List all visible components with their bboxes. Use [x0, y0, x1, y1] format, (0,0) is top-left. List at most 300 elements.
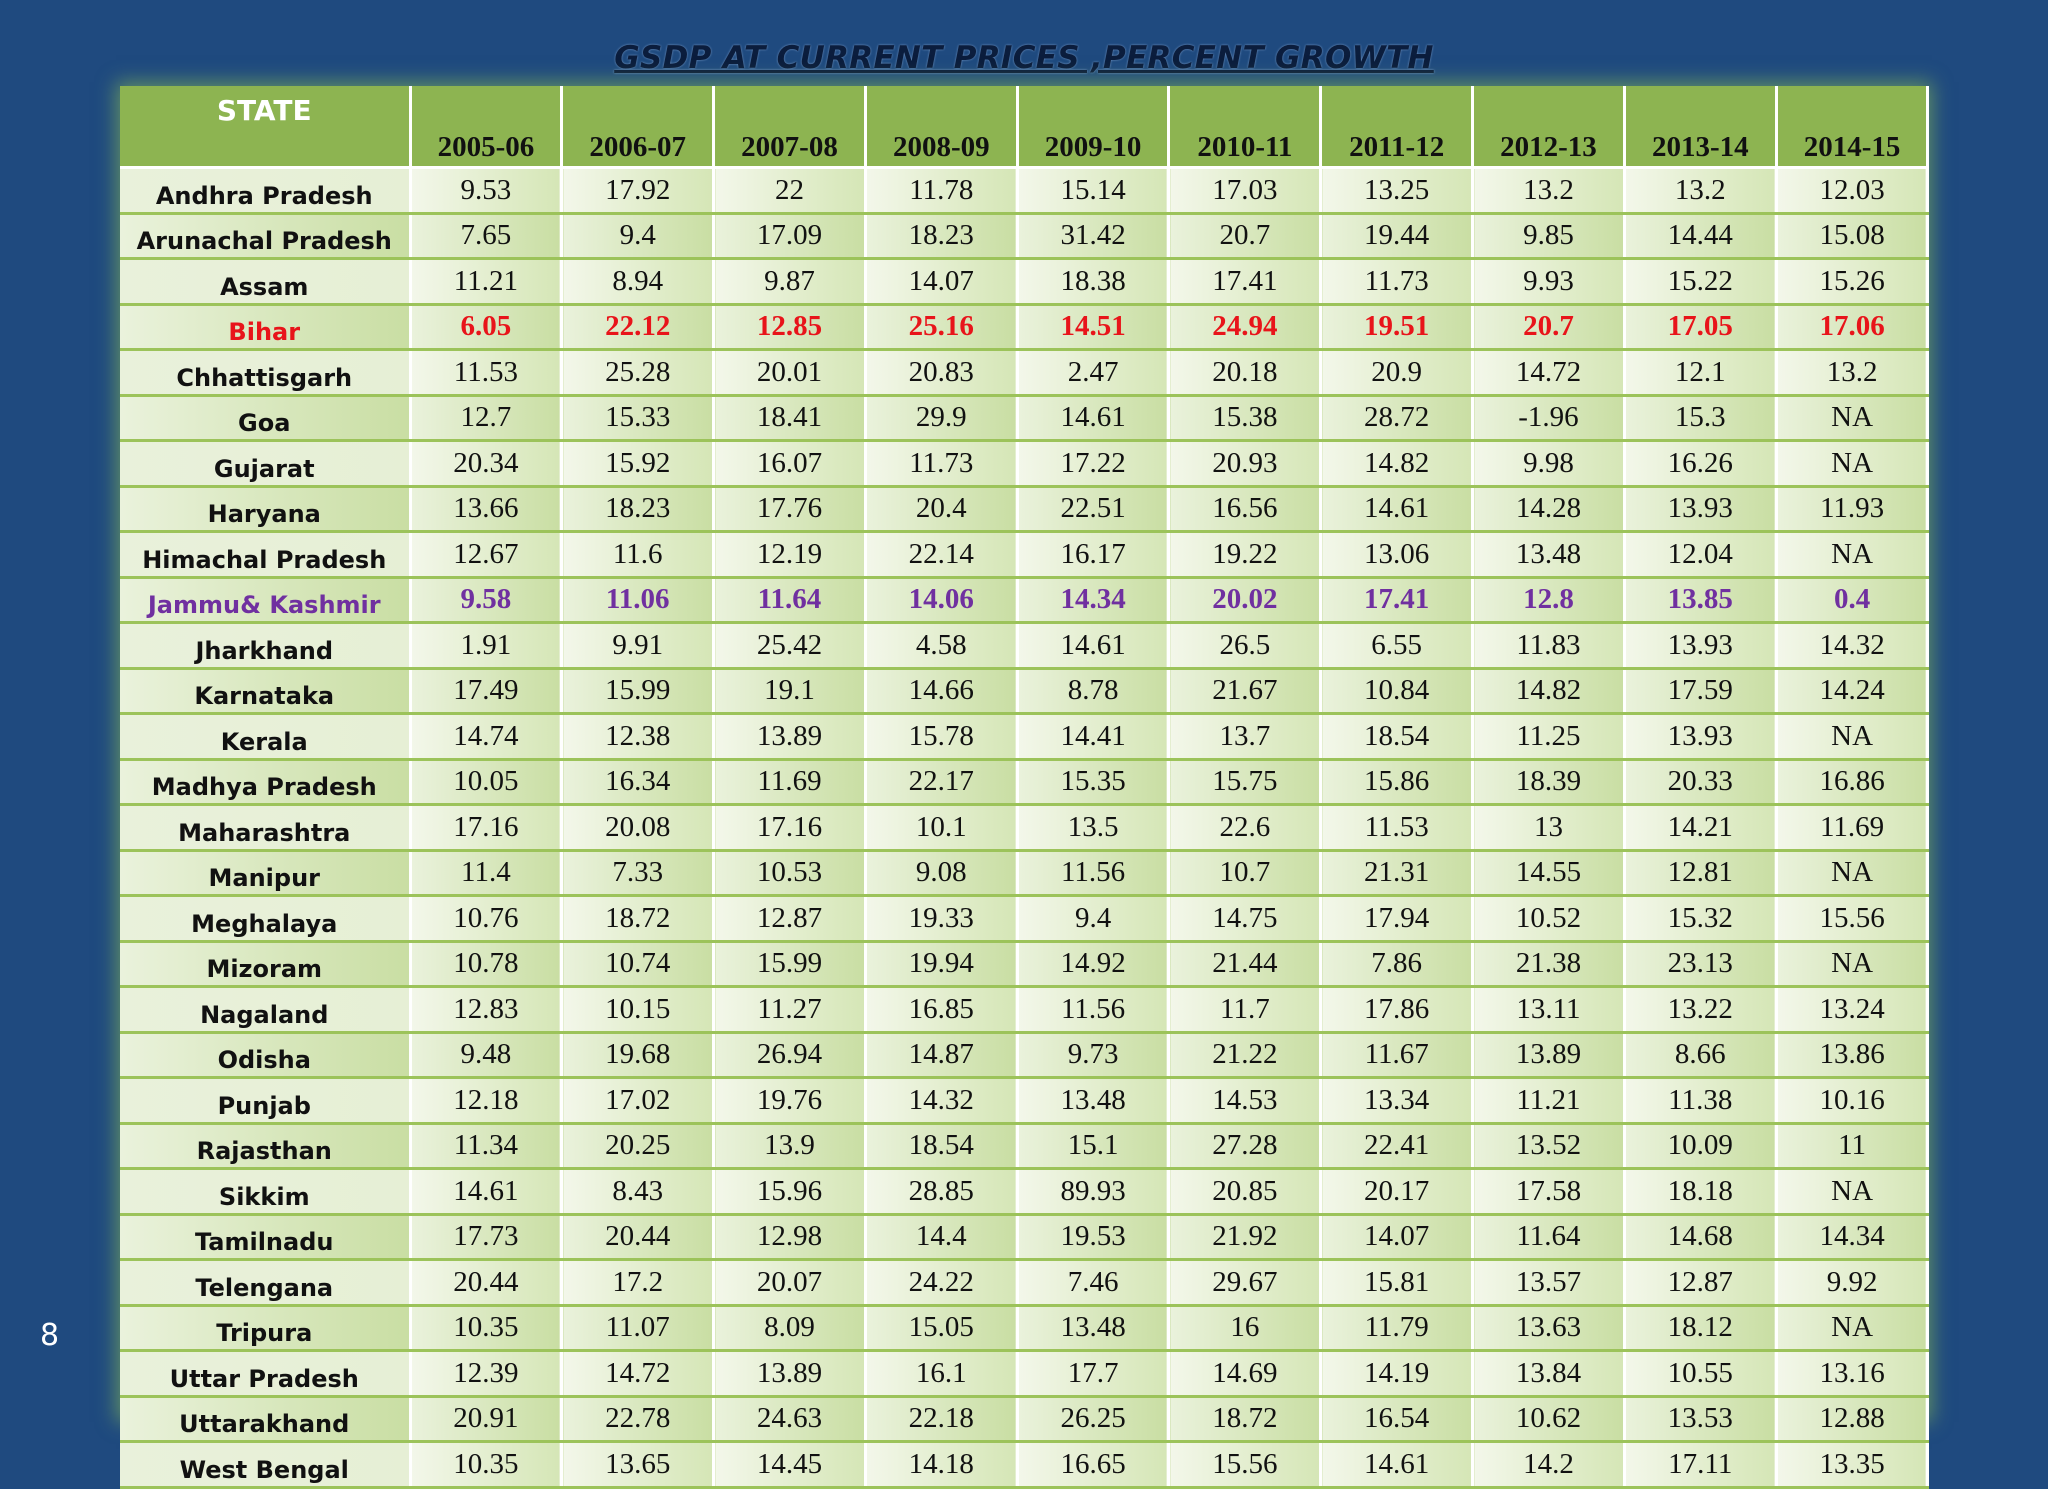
growth-value-cell: 13.06	[1321, 532, 1473, 578]
growth-value-cell: 15.38	[1169, 395, 1321, 441]
growth-value-cell: 13.86	[1776, 1032, 1928, 1078]
growth-value-cell: 9.93	[1473, 259, 1625, 305]
table-row	[120, 759, 1928, 805]
growth-value-cell: 11.56	[1017, 850, 1169, 896]
growth-value-cell: 13.63	[1473, 1305, 1625, 1351]
table-row	[120, 805, 1928, 851]
growth-value-cell: 22.6	[1169, 805, 1321, 851]
table-row	[120, 486, 1928, 532]
growth-value-cell: 14.34	[1776, 1214, 1928, 1260]
growth-value-cell: 11.73	[865, 441, 1017, 487]
growth-value-cell: 14.66	[865, 668, 1017, 714]
state-name-cell: Madhya Pradesh	[120, 759, 410, 805]
growth-value-cell: 15.86	[1321, 759, 1473, 805]
growth-value-cell: 21.67	[1169, 668, 1321, 714]
growth-value-cell: 20.91	[410, 1396, 562, 1442]
growth-value-cell: 21.22	[1169, 1032, 1321, 1078]
year-column-header: 2006-07	[562, 86, 714, 168]
growth-value-cell: 9.87	[714, 259, 866, 305]
growth-value-cell: 14.18	[865, 1442, 1017, 1488]
growth-value-cell: 16.34	[562, 759, 714, 805]
growth-value-cell: 14.61	[1017, 623, 1169, 669]
growth-value-cell: 16.07	[714, 441, 866, 487]
state-name-cell: Chhattisgarh	[120, 350, 410, 396]
growth-value-cell: 12.19	[714, 532, 866, 578]
growth-value-cell: 16.65	[1017, 1442, 1169, 1488]
growth-value-cell: 22	[714, 168, 866, 214]
table-row	[120, 577, 1928, 623]
growth-value-cell: 12.39	[410, 1351, 562, 1397]
growth-value-cell: 11.38	[1624, 1078, 1776, 1124]
growth-value-cell: 17.7	[1017, 1351, 1169, 1397]
growth-value-cell: 10.76	[410, 896, 562, 942]
state-name-cell: Kerala	[120, 714, 410, 760]
growth-value-cell: 20.9	[1321, 350, 1473, 396]
growth-value-cell: 18.54	[865, 1123, 1017, 1169]
growth-value-cell: 11.07	[562, 1305, 714, 1351]
growth-value-cell: 10.55	[1624, 1351, 1776, 1397]
slide-title: GSDP AT CURRENT PRICES ,PERCENT GROWTH	[614, 40, 1434, 76]
growth-value-cell: 13.5	[1017, 805, 1169, 851]
growth-value-cell: 14.41	[1017, 714, 1169, 760]
growth-value-cell: 25.16	[865, 304, 1017, 350]
growth-value-cell: 18.72	[562, 896, 714, 942]
growth-value-cell: 8.43	[562, 1169, 714, 1215]
growth-value-cell: 25.28	[562, 350, 714, 396]
growth-value-cell: 15.35	[1017, 759, 1169, 805]
growth-value-cell: 18.38	[1017, 259, 1169, 305]
growth-value-cell: 19.33	[865, 896, 1017, 942]
table-row	[120, 1078, 1928, 1124]
growth-value-cell: 13.48	[1017, 1078, 1169, 1124]
state-name-cell: Mizoram	[120, 941, 410, 987]
growth-value-cell: 11.21	[410, 259, 562, 305]
growth-value-cell: 27.28	[1169, 1123, 1321, 1169]
table-row	[120, 350, 1928, 396]
growth-value-cell: 26.25	[1017, 1396, 1169, 1442]
growth-value-cell: 15.05	[865, 1305, 1017, 1351]
table-row	[120, 395, 1928, 441]
growth-value-cell: 22.18	[865, 1396, 1017, 1442]
growth-value-cell: 19.22	[1169, 532, 1321, 578]
growth-value-cell: 7.46	[1017, 1260, 1169, 1306]
growth-value-cell: 17.16	[410, 805, 562, 851]
growth-value-cell: 12.8	[1473, 577, 1625, 623]
growth-value-cell: 14.32	[865, 1078, 1017, 1124]
growth-value-cell: 7.65	[410, 213, 562, 259]
growth-value-cell: 28.72	[1321, 395, 1473, 441]
growth-value-cell: 16.17	[1017, 532, 1169, 578]
growth-value-cell: 14.87	[865, 1032, 1017, 1078]
growth-value-cell: 26.5	[1169, 623, 1321, 669]
growth-value-cell: 10.74	[562, 941, 714, 987]
growth-value-cell: 17.02	[562, 1078, 714, 1124]
growth-value-cell: 31.42	[1017, 213, 1169, 259]
growth-value-cell: 21.92	[1169, 1214, 1321, 1260]
growth-value-cell: 10.52	[1473, 896, 1625, 942]
table-row	[120, 1442, 1928, 1488]
growth-value-cell: 4.58	[865, 623, 1017, 669]
growth-value-cell: 11.69	[1776, 805, 1928, 851]
growth-value-cell: 17.2	[562, 1260, 714, 1306]
growth-value-cell: 11.64	[714, 577, 866, 623]
growth-value-cell: 11.79	[1321, 1305, 1473, 1351]
growth-value-cell: 20.93	[1169, 441, 1321, 487]
growth-value-cell: 16.85	[865, 987, 1017, 1033]
growth-value-cell: 22.14	[865, 532, 1017, 578]
growth-value-cell: 14.69	[1169, 1351, 1321, 1397]
growth-value-cell: 14.82	[1321, 441, 1473, 487]
table-row	[120, 1169, 1928, 1215]
growth-value-cell: 13.89	[1473, 1032, 1625, 1078]
growth-value-cell: 17.92	[562, 168, 714, 214]
table-row	[120, 987, 1928, 1033]
growth-value-cell: 19.53	[1017, 1214, 1169, 1260]
growth-value-cell: 22.78	[562, 1396, 714, 1442]
growth-value-cell: 18.54	[1321, 714, 1473, 760]
growth-value-cell: 19.51	[1321, 304, 1473, 350]
growth-value-cell: 11.73	[1321, 259, 1473, 305]
growth-value-cell: 10.84	[1321, 668, 1473, 714]
growth-value-cell: 28.85	[865, 1169, 1017, 1215]
growth-value-cell: NA	[1776, 532, 1928, 578]
growth-value-cell: 14.32	[1776, 623, 1928, 669]
growth-value-cell: 17.41	[1321, 577, 1473, 623]
growth-value-cell: 0.4	[1776, 577, 1928, 623]
growth-value-cell: 20.85	[1169, 1169, 1321, 1215]
growth-value-cell: 13.7	[1169, 714, 1321, 760]
growth-value-cell: 14.75	[1169, 896, 1321, 942]
growth-value-cell: 13.52	[1473, 1123, 1625, 1169]
growth-value-cell: 13.48	[1473, 532, 1625, 578]
state-name-cell: Telengana	[120, 1260, 410, 1306]
growth-value-cell: 19.44	[1321, 213, 1473, 259]
growth-value-cell: 11.53	[410, 350, 562, 396]
growth-value-cell: 13.2	[1776, 350, 1928, 396]
growth-value-cell: 16.86	[1776, 759, 1928, 805]
growth-value-cell: 15.33	[562, 395, 714, 441]
growth-value-cell: 19.94	[865, 941, 1017, 987]
growth-value-cell: 14.68	[1624, 1214, 1776, 1260]
growth-value-cell: 15.3	[1624, 395, 1776, 441]
growth-value-cell: 14.51	[1017, 304, 1169, 350]
growth-value-cell: 18.72	[1169, 1396, 1321, 1442]
growth-value-cell: 9.4	[1017, 896, 1169, 942]
table-row	[120, 259, 1928, 305]
growth-value-cell: 9.53	[410, 168, 562, 214]
growth-value-cell: 8.94	[562, 259, 714, 305]
growth-value-cell: 11.7	[1169, 987, 1321, 1033]
growth-value-cell: 15.81	[1321, 1260, 1473, 1306]
growth-value-cell: 20.34	[410, 441, 562, 487]
growth-value-cell: 12.87	[1624, 1260, 1776, 1306]
growth-value-cell: 10.05	[410, 759, 562, 805]
growth-value-cell: 21.31	[1321, 850, 1473, 896]
growth-value-cell: 14.06	[865, 577, 1017, 623]
table-row	[120, 714, 1928, 760]
growth-value-cell: 15.99	[562, 668, 714, 714]
growth-value-cell: 15.08	[1776, 213, 1928, 259]
growth-value-cell: 9.08	[865, 850, 1017, 896]
growth-value-cell: 8.78	[1017, 668, 1169, 714]
growth-value-cell: 17.05	[1624, 304, 1776, 350]
table-row	[120, 941, 1928, 987]
gsdp-growth-table	[120, 86, 1929, 1489]
growth-value-cell: 11.4	[410, 850, 562, 896]
growth-value-cell: 16.26	[1624, 441, 1776, 487]
growth-value-cell: 22.51	[1017, 486, 1169, 532]
growth-value-cell: 17.22	[1017, 441, 1169, 487]
growth-value-cell: 20.07	[714, 1260, 866, 1306]
growth-value-cell: 14.55	[1473, 850, 1625, 896]
growth-value-cell: 14.19	[1321, 1351, 1473, 1397]
growth-value-cell: 13.35	[1776, 1442, 1928, 1488]
growth-value-cell: 13.16	[1776, 1351, 1928, 1397]
growth-value-cell: 16.1	[865, 1351, 1017, 1397]
table-row	[120, 896, 1928, 942]
growth-value-cell: 8.09	[714, 1305, 866, 1351]
table-row	[120, 441, 1928, 487]
growth-value-cell: 10.09	[1624, 1123, 1776, 1169]
growth-value-cell: 11.6	[562, 532, 714, 578]
growth-value-cell: 18.12	[1624, 1305, 1776, 1351]
growth-value-cell: 13.9	[714, 1123, 866, 1169]
growth-value-cell: 19.68	[562, 1032, 714, 1078]
growth-value-cell: 17.03	[1169, 168, 1321, 214]
growth-value-cell: -1.96	[1473, 395, 1625, 441]
growth-value-cell: 20.08	[562, 805, 714, 851]
table-row	[120, 668, 1928, 714]
growth-value-cell: 11.93	[1776, 486, 1928, 532]
state-name-cell: Rajasthan	[120, 1123, 410, 1169]
growth-value-cell: 9.85	[1473, 213, 1625, 259]
table-row	[120, 304, 1928, 350]
growth-value-cell: 20.4	[865, 486, 1017, 532]
growth-value-cell: 14.92	[1017, 941, 1169, 987]
growth-value-cell: 10.62	[1473, 1396, 1625, 1442]
growth-value-cell: 10.16	[1776, 1078, 1928, 1124]
growth-value-cell: 20.83	[865, 350, 1017, 396]
growth-value-cell: 12.85	[714, 304, 866, 350]
growth-value-cell: 14.34	[1017, 577, 1169, 623]
growth-value-cell: 10.15	[562, 987, 714, 1033]
growth-value-cell: 20.44	[562, 1214, 714, 1260]
growth-value-cell: 17.06	[1776, 304, 1928, 350]
growth-value-cell: 14.72	[562, 1351, 714, 1397]
table-row	[120, 623, 1928, 669]
year-column-header: 2011-12	[1321, 86, 1473, 168]
growth-value-cell: 20.7	[1169, 213, 1321, 259]
growth-value-cell: 13.66	[410, 486, 562, 532]
growth-value-cell: 89.93	[1017, 1169, 1169, 1215]
growth-value-cell: 13.24	[1776, 987, 1928, 1033]
growth-value-cell: 9.92	[1776, 1260, 1928, 1306]
table-row	[120, 1396, 1928, 1442]
growth-value-cell: 12.88	[1776, 1396, 1928, 1442]
year-column-header: 2010-11	[1169, 86, 1321, 168]
year-column-header: 2005-06	[410, 86, 562, 168]
growth-value-cell: 14.72	[1473, 350, 1625, 396]
growth-value-cell: 20.25	[562, 1123, 714, 1169]
growth-value-cell: 9.98	[1473, 441, 1625, 487]
growth-value-cell: 15.1	[1017, 1123, 1169, 1169]
growth-value-cell: 13	[1473, 805, 1625, 851]
growth-value-cell: 14.53	[1169, 1078, 1321, 1124]
state-name-cell: West Bengal	[120, 1442, 410, 1488]
growth-value-cell: 11.34	[410, 1123, 562, 1169]
state-name-cell: Andhra Pradesh	[120, 168, 410, 214]
growth-value-cell: 14.61	[1321, 1442, 1473, 1488]
growth-value-cell: 11.53	[1321, 805, 1473, 851]
growth-value-cell: 17.11	[1624, 1442, 1776, 1488]
growth-value-cell: 17.59	[1624, 668, 1776, 714]
growth-value-cell: 7.33	[562, 850, 714, 896]
growth-value-cell: 11.21	[1473, 1078, 1625, 1124]
growth-value-cell: 12.7	[410, 395, 562, 441]
state-name-cell: Himachal Pradesh	[120, 532, 410, 578]
growth-value-cell: 11.69	[714, 759, 866, 805]
growth-value-cell: 13.93	[1624, 486, 1776, 532]
growth-value-cell: 14.07	[865, 259, 1017, 305]
growth-value-cell: 18.18	[1624, 1169, 1776, 1215]
growth-value-cell: 16.54	[1321, 1396, 1473, 1442]
growth-value-cell: 21.38	[1473, 941, 1625, 987]
growth-value-cell: 15.96	[714, 1169, 866, 1215]
table-header-row	[120, 86, 1928, 168]
growth-value-cell: 14.21	[1624, 805, 1776, 851]
growth-value-cell: 14.61	[1321, 486, 1473, 532]
state-name-cell: Arunachal Pradesh	[120, 213, 410, 259]
page-number: 8	[40, 1318, 60, 1353]
growth-value-cell: 13.57	[1473, 1260, 1625, 1306]
growth-value-cell: 11	[1776, 1123, 1928, 1169]
growth-value-cell: 18.23	[562, 486, 714, 532]
growth-value-cell: NA	[1776, 1169, 1928, 1215]
growth-value-cell: 10.53	[714, 850, 866, 896]
table-body	[120, 168, 1928, 1488]
growth-value-cell: 13.2	[1473, 168, 1625, 214]
growth-value-cell: NA	[1776, 395, 1928, 441]
growth-value-cell: 17.09	[714, 213, 866, 259]
growth-value-cell: 11.27	[714, 987, 866, 1033]
growth-value-cell: 20.33	[1624, 759, 1776, 805]
growth-value-cell: 14.2	[1473, 1442, 1625, 1488]
growth-value-cell: 13.89	[714, 714, 866, 760]
table-row	[120, 1214, 1928, 1260]
growth-value-cell: 17.49	[410, 668, 562, 714]
growth-value-cell: 19.76	[714, 1078, 866, 1124]
state-name-cell: Gujarat	[120, 441, 410, 487]
growth-value-cell: 12.67	[410, 532, 562, 578]
state-name-cell: Tripura	[120, 1305, 410, 1351]
growth-value-cell: 13.2	[1624, 168, 1776, 214]
state-name-cell: Sikkim	[120, 1169, 410, 1215]
state-name-cell: Haryana	[120, 486, 410, 532]
growth-value-cell: 9.4	[562, 213, 714, 259]
table-row	[120, 850, 1928, 896]
growth-value-cell: 15.92	[562, 441, 714, 487]
state-name-cell: Meghalaya	[120, 896, 410, 942]
growth-value-cell: 15.78	[865, 714, 1017, 760]
growth-value-cell: 7.86	[1321, 941, 1473, 987]
state-name-cell: Punjab	[120, 1078, 410, 1124]
growth-value-cell: 22.17	[865, 759, 1017, 805]
table-row	[120, 1032, 1928, 1078]
growth-value-cell: 12.81	[1624, 850, 1776, 896]
growth-value-cell: 11.67	[1321, 1032, 1473, 1078]
state-name-cell: Maharashtra	[120, 805, 410, 851]
growth-value-cell: 22.12	[562, 304, 714, 350]
state-name-cell: Jharkhand	[120, 623, 410, 669]
growth-value-cell: NA	[1776, 941, 1928, 987]
growth-value-cell: 20.01	[714, 350, 866, 396]
growth-value-cell: 14.61	[410, 1169, 562, 1215]
growth-value-cell: 20.17	[1321, 1169, 1473, 1215]
state-name-cell: Bihar	[120, 304, 410, 350]
state-name-cell: Nagaland	[120, 987, 410, 1033]
growth-value-cell: 15.14	[1017, 168, 1169, 214]
growth-value-cell: NA	[1776, 714, 1928, 760]
state-name-cell: Odisha	[120, 1032, 410, 1078]
growth-value-cell: 17.58	[1473, 1169, 1625, 1215]
growth-value-cell: 12.83	[410, 987, 562, 1033]
growth-value-cell: 14.61	[1017, 395, 1169, 441]
growth-value-cell: 23.13	[1624, 941, 1776, 987]
growth-value-cell: 10.35	[410, 1305, 562, 1351]
growth-value-cell: 17.41	[1169, 259, 1321, 305]
growth-value-cell: 18.41	[714, 395, 866, 441]
growth-value-cell: 15.99	[714, 941, 866, 987]
growth-value-cell: 17.16	[714, 805, 866, 851]
growth-value-cell: 24.94	[1169, 304, 1321, 350]
growth-value-cell: 14.74	[410, 714, 562, 760]
growth-value-cell: 12.98	[714, 1214, 866, 1260]
growth-value-cell: 13.89	[714, 1351, 866, 1397]
state-name-cell: Karnataka	[120, 668, 410, 714]
growth-value-cell: 12.04	[1624, 532, 1776, 578]
growth-value-cell: NA	[1776, 441, 1928, 487]
growth-value-cell: 9.91	[562, 623, 714, 669]
growth-value-cell: 13.48	[1017, 1305, 1169, 1351]
growth-value-cell: 1.91	[410, 623, 562, 669]
growth-value-cell: 26.94	[714, 1032, 866, 1078]
table-row	[120, 213, 1928, 259]
growth-value-cell: 11.78	[865, 168, 1017, 214]
growth-value-cell: 9.73	[1017, 1032, 1169, 1078]
growth-value-cell: 12.18	[410, 1078, 562, 1124]
growth-value-cell: 13.84	[1473, 1351, 1625, 1397]
growth-value-cell: 24.63	[714, 1396, 866, 1442]
table-row	[120, 1351, 1928, 1397]
table-row	[120, 168, 1928, 214]
state-name-cell: Assam	[120, 259, 410, 305]
growth-value-cell: 11.56	[1017, 987, 1169, 1033]
growth-value-cell: 10.1	[865, 805, 1017, 851]
growth-value-cell: 6.05	[410, 304, 562, 350]
growth-value-cell: 14.4	[865, 1214, 1017, 1260]
growth-value-cell: 15.75	[1169, 759, 1321, 805]
growth-value-cell: 19.1	[714, 668, 866, 714]
state-name-cell: Tamilnadu	[120, 1214, 410, 1260]
growth-value-cell: 16.56	[1169, 486, 1321, 532]
growth-value-cell: 10.78	[410, 941, 562, 987]
growth-value-cell: 10.7	[1169, 850, 1321, 896]
growth-value-cell: 18.23	[865, 213, 1017, 259]
growth-value-cell: 13.11	[1473, 987, 1625, 1033]
growth-value-cell: 22.41	[1321, 1123, 1473, 1169]
growth-value-cell: 12.1	[1624, 350, 1776, 396]
state-column-header: STATE	[120, 86, 410, 168]
